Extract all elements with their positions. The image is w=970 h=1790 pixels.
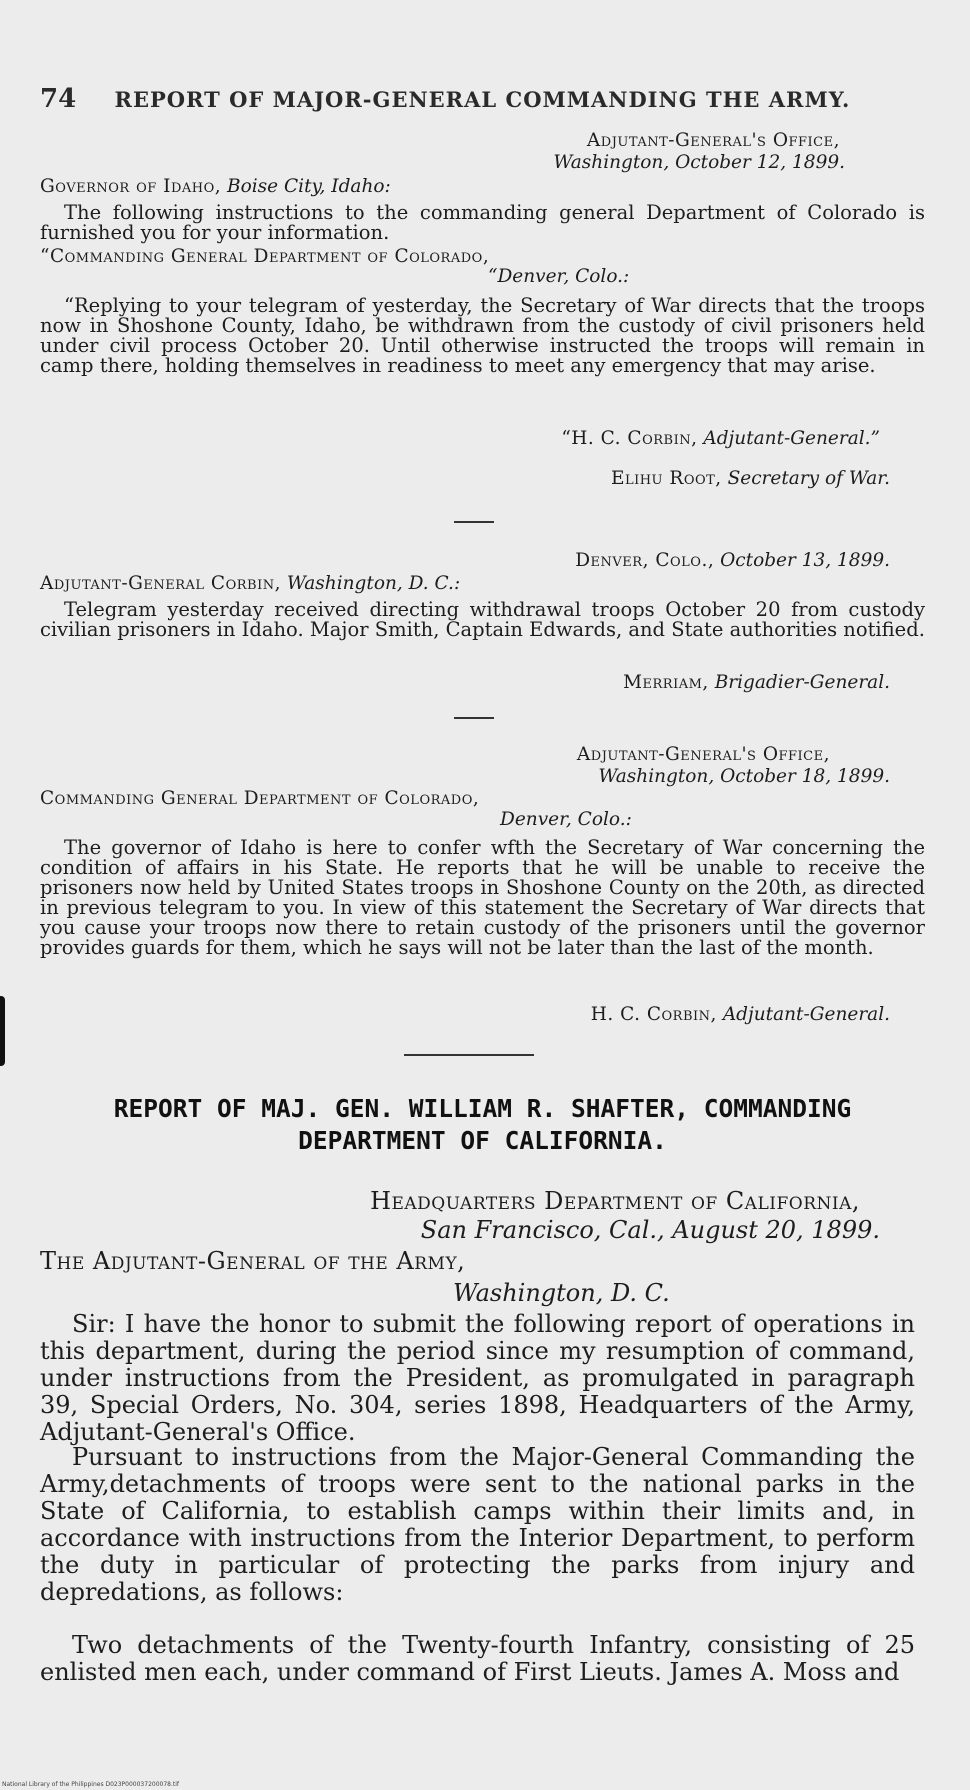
running-header xyxy=(40,84,850,114)
letter1-signature-name: Elihu Root, xyxy=(610,468,722,489)
letter2-place-date xyxy=(40,550,890,572)
report-title-line1: REPORT OF MAJ. GEN. WILLIAM R. SHAFTER, COMMANDING xyxy=(113,1094,852,1123)
separator-rule-3 xyxy=(404,1054,534,1056)
report-hq-text: Headquarters Department of California, xyxy=(370,1187,860,1215)
letter3-signature-title: Adjutant-General. xyxy=(722,1004,890,1025)
letter2-addressee-place: Washington, D. C.: xyxy=(286,573,461,594)
report-para2: Pursuant to instructions from the Major-General Commanding the Army,detachments of troops were sent to the national parks in the State of California, to establish camps within their limits and, in accordance with instructions from the Interior Department, to perform the duty in particular of protecting the parks from injury and depredations, as follows: xyxy=(40,1443,915,1606)
scan-margin-mark xyxy=(0,996,5,1066)
letter2-addressee xyxy=(40,573,925,595)
report-addressee-text: The Adjutant-General of the Army, xyxy=(40,1247,466,1275)
report-addressee-place xyxy=(453,1279,903,1308)
letter1-quoted-place xyxy=(488,266,888,288)
letter3-addressee-name: Commanding General Department of Colorado, xyxy=(40,788,480,809)
letter1-addressee-place: Boise City, Idaho: xyxy=(227,176,391,197)
letter3-addressee-place-line xyxy=(500,809,900,831)
letter1-quoted-addressee-text: “Commanding General Department of Colorado, xyxy=(40,246,490,267)
report-hq-date-text: San Francisco, Cal., August 20, 1899. xyxy=(420,1216,880,1244)
letter1-quoted-body-block xyxy=(40,296,925,376)
letter3-office-text: Adjutant-General's Office, xyxy=(576,744,830,765)
letter1-quoted-signature-name: “H. C. Corbin, xyxy=(561,428,698,449)
report-hq xyxy=(40,1187,860,1216)
letter1-quoted-place-text: “Denver, Colo.: xyxy=(488,266,630,287)
separator-rule-2 xyxy=(454,717,494,719)
report-title-line2: DEPARTMENT OF CALIFORNIA. xyxy=(298,1126,667,1155)
letter2-addressee-name: Adjutant-General Corbin, xyxy=(40,573,281,594)
scan-footer: National Library of the Philippines D023P000037200078.tif xyxy=(2,1781,180,1788)
letter3-office xyxy=(40,744,915,766)
letter2-place: Denver, Colo., xyxy=(575,550,715,571)
letter1-quoted-body: “Replying to your telegram of yesterday, the Secretary of War directs that the troops now in Shoshone County, Idaho, be withdrawn from the custody of civil prisoners held under civil process October 20. Until otherwise instructed the troops will remain in camp there, holding themselves in readiness to meet any emergency that may arise. xyxy=(40,294,925,377)
letter2-body-block xyxy=(40,600,925,640)
letter1-quoted-addressee xyxy=(40,246,925,268)
letter2-signature-title: Brigadier-General. xyxy=(714,672,890,693)
report-title xyxy=(40,1093,925,1157)
report-para3-block xyxy=(40,1632,915,1686)
letter3-body-block xyxy=(40,838,925,958)
letter1-date xyxy=(40,152,925,174)
letter2-signature xyxy=(40,672,890,694)
letter2-date: October 13, 1899. xyxy=(720,550,890,571)
separator-rule-1 xyxy=(454,521,494,523)
letter1-office xyxy=(40,130,925,152)
letter1-date-text: Washington, October 12, 1899. xyxy=(553,152,845,173)
report-addressee-place-text: Washington, D. C. xyxy=(453,1279,670,1307)
page-number: 74 xyxy=(40,84,77,114)
letter3-date xyxy=(40,766,890,788)
letter1-body-block xyxy=(40,203,925,243)
report-para2-block xyxy=(40,1444,915,1606)
letter1-addressee-name: Governor of Idaho, xyxy=(40,176,222,197)
letter3-signature xyxy=(40,1004,890,1026)
letter1-body: The following instructions to the commanding general Department of Colorado is furnished you for your information. xyxy=(40,201,925,244)
letter1-quoted-signature xyxy=(40,428,880,450)
letter1-quoted-signature-title: Adjutant-General.” xyxy=(703,428,880,449)
letter1-signature xyxy=(40,468,890,490)
letter1-addressee xyxy=(40,176,925,198)
letter2-signature-name: Merriam, xyxy=(623,672,709,693)
letter3-date-text: Washington, October 18, 1899. xyxy=(598,766,890,787)
letter1-office-text: Adjutant-General's Office, xyxy=(586,130,840,151)
running-title: REPORT OF MAJOR-GENERAL COMMANDING THE ARMY. xyxy=(114,87,851,112)
report-hq-date xyxy=(40,1216,880,1245)
report-para3: Two detachments of the Twenty-fourth Infantry, consisting of 25 enlisted men each, under command of First Lieuts. James A. Moss and xyxy=(40,1631,915,1686)
letter3-body: The governor of Idaho is here to confer wfth the Secretary of War concerning the condition of affairs in his State. He reports that he will be unable to receive the prisoners now held by United States troops in Shoshone County on the 20th, as directed in previous telegram to you. In view of this statement the Secretary of War directs that you cause your troops now there to retain custody of the prisoners until the governor provides guards for them, which he says will not be later than the last of the month. xyxy=(40,836,925,959)
letter3-addressee-place: Denver, Colo.: xyxy=(500,809,632,830)
letter2-body: Telegram yesterday received directing withdrawal troops October 20 from custody civilian prisoners in Idaho. Major Smith, Captain Edwards, and State authorities notified. xyxy=(40,598,925,641)
letter3-addressee xyxy=(40,788,925,810)
report-addressee xyxy=(40,1247,925,1276)
letter1-signature-title: Secretary of War. xyxy=(727,468,890,489)
report-para1: Sir: I have the honor to submit the following report of operations in this department, during the period since my resumption of command, under instructions from the President, as promulgated in paragraph 39, Special Orders, No. 304, series 1898, Headquarters of the Army, Adjutant-General's Office. xyxy=(40,1310,915,1446)
letter3-signature-name: H. C. Corbin, xyxy=(590,1004,717,1025)
report-para1-block xyxy=(40,1311,915,1446)
